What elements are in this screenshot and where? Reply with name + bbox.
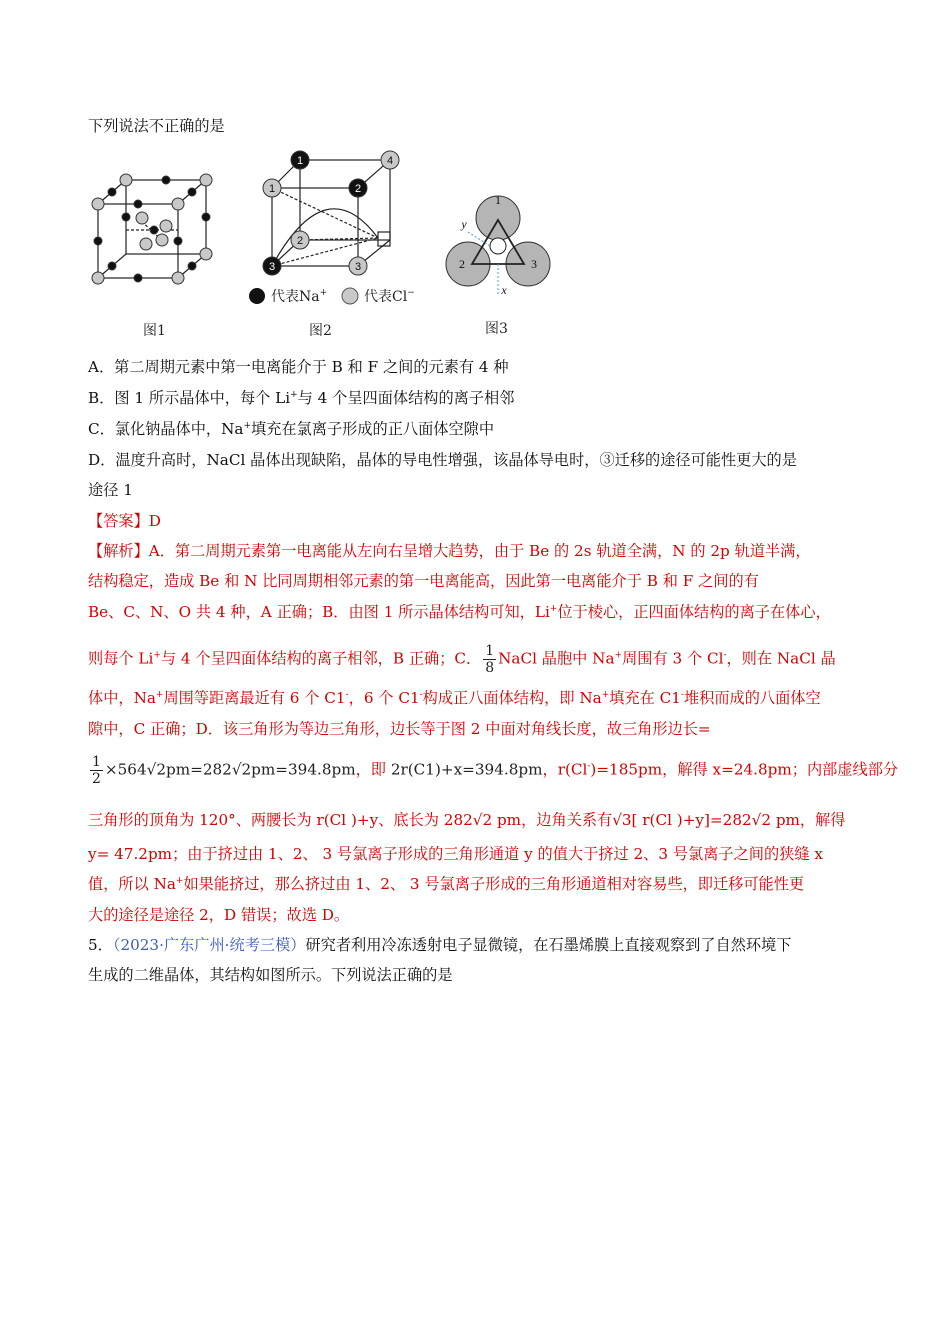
question-5-line1: 5．（2023·广东广州·统考三模）研究者利用冷冻透射电子显微镜，在石墨烯膜上直接观察到了自然环境下 xyxy=(88,936,792,954)
fig2-label-3a: 3 xyxy=(268,261,276,273)
analysis-line-5: 体中，Na+周围等距离最近有 6 个 C1-，6 个 C1-构成正八面体结构，即 Na+填充在 C1-堆积而成的八面体空 xyxy=(88,689,821,707)
analysis-line-7: $\frac{1}{2}$ ×564√2pm=282√2pm=394.8pm，即 2r(C1)+x=394.8pm，r(Cl-)=185pm，解得 x=24.8pm；内部虚线部分 xyxy=(92,754,899,787)
analysis-line-3: Be、C、N、O 共 4 种，A 正确；B．由图 1 所示晶体结构可知，Li+位于棱心，正四面体结构的离子在体心， xyxy=(88,603,831,621)
analysis-line-9: y= 47.2pm；由于挤过由 1、2、 3 号氯离子形成的三角形通道 y 的值大于挤过 2、3 号氯离子之间的狭缝 x xyxy=(88,845,823,863)
analysis-line-1: 【解析】A．第二周期元素第一电离能从左向右呈增大趋势，由于 Be 的 2s 轨道全满，N 的 2p 轨道半满， xyxy=(88,542,811,560)
option-b: B．图 1 所示晶体中，每个 Li+与 4 个呈四面体结构的离子相邻 xyxy=(88,389,515,407)
analysis-line-6: 隙中，C 正确；D．该三角形为等边三角形，边长等于图 2 中面对角线长度，故三角形边长= xyxy=(88,720,711,738)
fig2-label-1b: 1 xyxy=(268,183,276,195)
fig2-label-1a: 1 xyxy=(296,155,304,167)
legend-na-text: 代表Na+ xyxy=(271,288,328,305)
option-c: C．氯化钠晶体中，Na+填充在氯离子形成的正八面体空隙中 xyxy=(88,420,495,438)
option-d-line1: D．温度升高时，NaCl 晶体出现缺陷，晶体的导电性增强，该晶体导电时，③迁移的途径可能性更大的是 xyxy=(88,451,797,469)
legend-cl-swatch xyxy=(342,288,358,304)
analysis-line-4: 则每个 Li+与 4 个呈四面体结构的离子相邻，B 正确；C． $\frac{1}{8}$ NaCl 晶胞中 Na+周围有 3 个 Cl-，则在 NaCl 晶 xyxy=(88,643,836,676)
fig3-label-2: 2 xyxy=(459,257,465,271)
fig2-label-3b: 3 xyxy=(354,261,362,273)
question-source: （2023·广东广州·统考三模） xyxy=(112,936,306,954)
question-5-line2: 生成的二维晶体，其结构如图所示。下列说法正确的是 xyxy=(88,966,453,984)
fig3-label-3: 3 xyxy=(531,257,537,271)
fig1-caption: 图1 xyxy=(143,323,166,339)
question-number: 5． xyxy=(88,936,113,954)
figure-3-ions xyxy=(446,196,550,296)
analysis-line-2: 结构稳定，造成 Be 和 N 比同周期相邻元素的第一电离能高，因此第一电离能介于 B 和 F 之间的有 xyxy=(88,572,759,590)
fig2-caption: 图2 xyxy=(309,323,332,339)
fig2-label-4: 4 xyxy=(386,155,394,167)
analysis-line-11: 大的途径是途径 2，D 错误；故选 D。 xyxy=(88,906,350,924)
analysis-line-10: 值，所以 Na+如果能挤过，那么挤过由 1、2、 3 号氯离子形成的三角形通道相对容易些，即迁移可能性更 xyxy=(88,875,805,893)
fig3-label-y: y xyxy=(461,217,467,231)
fig2-label-2b: 2 xyxy=(296,235,304,247)
answer: 【答案】D xyxy=(88,512,161,530)
fig3-label-x: x xyxy=(501,283,507,297)
fig3-caption: 图3 xyxy=(485,321,508,337)
option-d-line2: 途径 1 xyxy=(88,481,133,499)
crystal-figures xyxy=(86,148,566,348)
figure-2-cube xyxy=(272,160,390,266)
fraction-one-eighth: $\frac{1}{8}$ xyxy=(485,643,495,676)
figure-1-atoms xyxy=(92,174,212,284)
option-a: A．第二周期元素中第一电离能介于 B 和 F 之间的元素有 4 种 xyxy=(88,358,509,376)
analysis-line-8: 三角形的顶角为 120°、两腰长为 r(Cl )+y、底长为 282√2 pm，边角关系有√3[ r(Cl )+y]=282√2 pm，解得 xyxy=(88,811,846,829)
legend-cl-text: 代表Cl− xyxy=(364,288,415,305)
legend-na-swatch xyxy=(249,288,265,304)
fig3-label-1: 1 xyxy=(495,193,501,207)
fraction-one-half: $\frac{1}{2}$ xyxy=(92,754,101,787)
fig2-label-2a: 2 xyxy=(354,183,362,195)
question-intro: 下列说法不正确的是 xyxy=(88,117,225,135)
